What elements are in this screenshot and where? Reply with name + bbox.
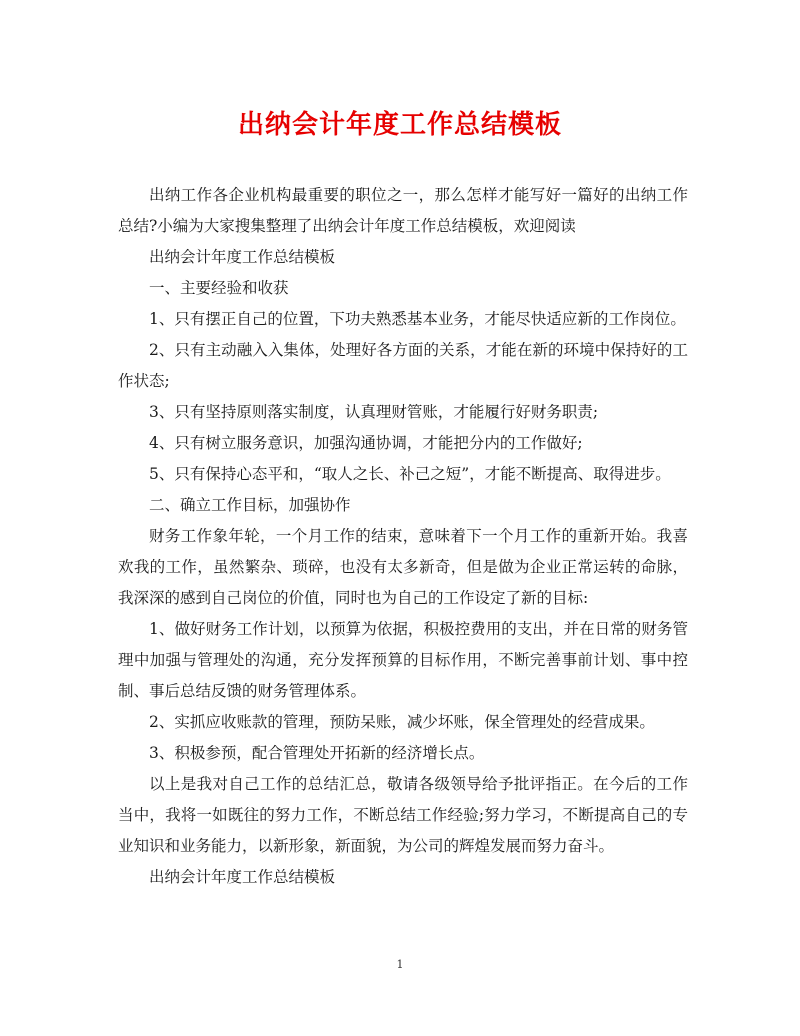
list-item: 1、只有摆正自己的位置，下功夫熟悉基本业务，才能尽快适应新的工作岗位。: [149, 310, 686, 328]
section-heading-2: 二、确立工作目标，加强协作: [149, 496, 351, 514]
list-item: 4、只有树立服务意识，加强沟通协调，才能把分内的工作做好;: [149, 434, 583, 452]
list-item: 2、只有主动融入入集体，处理好各方面的关系，才能在新的环境中保持好的工作状态;: [118, 341, 688, 390]
list-item: 2、实抓应收账款的管理，预防呆账，减少坏账，保全管理处的经营成果。: [149, 713, 655, 731]
document-title: 出纳会计年度工作总结模板: [237, 110, 562, 140]
document-body: [118, 180, 688, 893]
section-heading-1: 一、主要经验和收获: [149, 279, 289, 297]
paragraph-intro: 出纳工作各企业机构最重要的职位之一，那么怎样才能写好一篇好的出纳工作总结?小编为大家搜集整理了出纳会计年度工作总结模板，欢迎阅读: [118, 186, 688, 235]
list-item: 3、只有坚持原则落实制度，认真理财管账，才能履行好财务职责;: [149, 403, 599, 421]
paragraph: 财务工作象年轮，一个月工作的结束，意味着下一个月工作的重新开始。我喜欢我的工作，虽然繁杂、琐碎，也没有太多新奇，但是做为企业正常运转的命脉，我深深的感到自己岗位的价值，同时也为自己的工作设定了新的目标:: [118, 527, 688, 607]
paragraph-subtitle: 出纳会计年度工作总结模板: [149, 248, 336, 266]
list-item: 3、积极参预，配合管理处开拓新的经济增长点。: [149, 744, 485, 762]
list-item: 1、做好财务工作计划，以预算为依据，积极控费用的支出，并在日常的财务管理中加强与管理处的沟通，充分发挥预算的目标作用，不断完善事前计划、事中控制、事后总结反馈的财务管理体系。: [118, 620, 688, 700]
list-item: 5、只有保持心态平和，“取人之长、补己之短”，才能不断提高、取得进步。: [149, 465, 671, 483]
paragraph-conclusion: 以上是我对自己工作的总结汇总，敬请各级领导给予批评指正。在今后的工作当中，我将一如既往的努力工作，不断总结工作经验;努力学习，不断提高自己的专业知识和业务能力，以新形象，新面貌，为公司的辉煌发展而努力奋斗。: [118, 775, 688, 855]
page-number: 1: [396, 958, 404, 971]
paragraph-subtitle: 出纳会计年度工作总结模板: [149, 868, 336, 886]
